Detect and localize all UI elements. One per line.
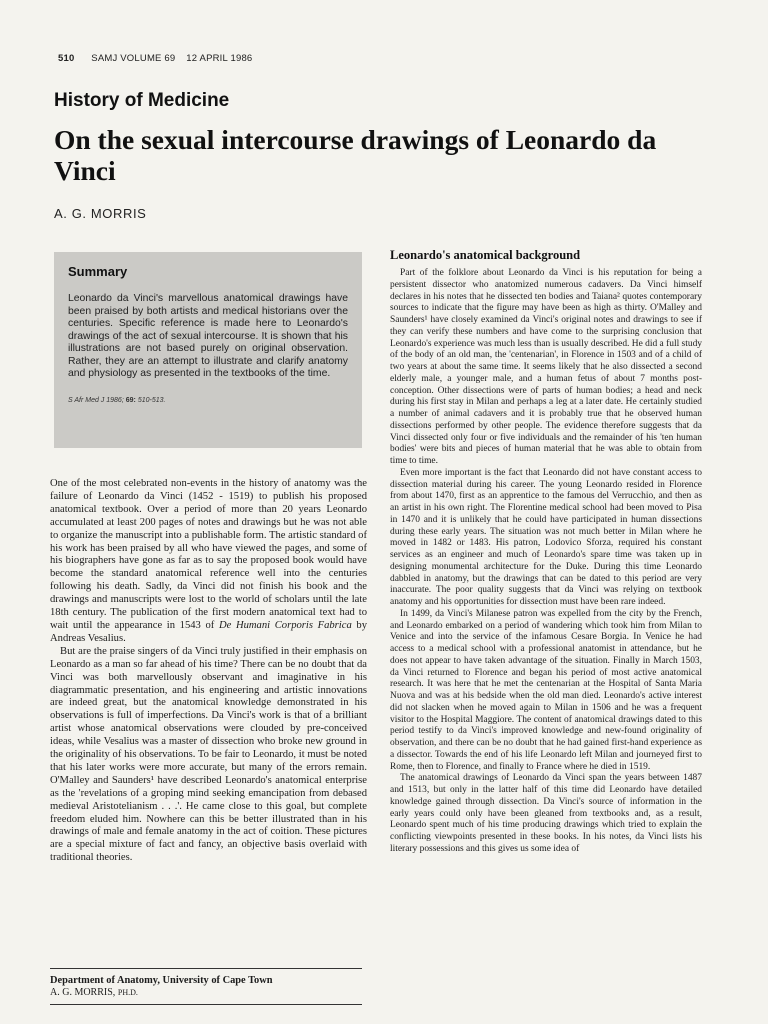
summary-heading: Summary: [68, 264, 128, 279]
intro-p1-end: by Andreas Vesalius.: [50, 619, 367, 644]
affiliation-department: Department of Anatomy, University of Cape Town: [50, 975, 273, 986]
background-paragraph-4: The anatomical drawings of Leonardo da Vinci span the years between 1487 and 1513, but only in the latter half of this time did Leonardo have detailed knowledge gained through dissection. Da Vinci's source of information in the early years could only have been gleaned from textbooks and, as a result, Leonardo spent much of his time producing drawings which tried to explain the conflicting viewpoints presented in these books. In his notes, da Vinci lists his literary possessions and this gives us some idea of: [390, 773, 702, 854]
author-byline: A. G. MORRIS: [54, 206, 147, 221]
issue-date: 12 APRIL 1986: [186, 53, 253, 64]
citation-journal: S Afr Med J 1986;: [68, 396, 124, 404]
background-paragraph-2: Even more important is the fact that Leonardo did not have constant access to dissection material during his career. The young Leonardo resided in Florence from about 1470, first as an apprentice to the famous del Verrucchio, and then as an artist in his own right. The Florentine medical school had been moved to Pisa in 1470 and it is unlikely that he could have participated in human dissections during these early years. The situation was not much better in Milan where he moved in 1482 or 1483. His patron, Lodovico Sforza, required his constant services as an engineer and much of Leonardo's spare time was taken up in designing monumental architecture for the Duke. During this time Leonardo dabbled in anatomy, but the drawings that can be dated to this period are very inaccurate. The poor quality suggests that da Vinci was relying on textbook anatomy and his opportunities for dissection must have been rare indeed.: [390, 467, 702, 607]
background-paragraph-1: Part of the folklore about Leonardo da Vinci is his reputation for being a persistent dissector who anatomized numerous cadavers. Da Vinci himself declares in his notes that he dissected ten bodies and Taiana² quotes contemporary sources to indicate that the figure may have been as high as thirty. O'Malley and Saunders¹ have closely examined da Vinci's original notes and drawings to see if they can verify these numbers and have come to the surprising conclusion that Leonardo's experience was much less than is usually described. He did a full study of the body of an old man, the 'centenarian', in Florence in 1503 and of a child of two years at about the same time. It seems likely that he also dissected a second elderly male, a younger male, and a human fetus of about 7 months post-conception. Other dissections were of parts of human bodies; a head and neck during his first stay in Milan and perhaps a leg at a later date. He certainly studied a number of animal cadavers and it is probably true that he observed human dissections performed by other people. The evidence therefore suggests that da Vinci dissected only four or five individuals and the remainder of his 'ten human bodies' were bits and pieces of human material that he was able to obtain from time to time.: [390, 268, 703, 466]
running-head: [58, 53, 252, 64]
affiliation-degree: PH.D.: [117, 988, 138, 997]
summary-body: Leonardo da Vinci's marvellous anatomical drawings have been praised by both artists and medical historians over the centuries. Specific reference is made here to Leonardo's drawings of the act of sexual intercourse. It is shown that his illustrations are not based purely on original observation. Rather, they are an attempt to illustrate and clarify anatomy and physiology as presented in the textbooks of the time.: [68, 293, 348, 379]
footer-rule: [50, 1004, 362, 1005]
intro-p1-book-title: De Humani Corporis Fabrica: [218, 619, 352, 631]
affiliation-name: A. G. MORRIS,: [50, 987, 116, 998]
citation-pages: 510-513.: [137, 396, 166, 404]
right-column: [390, 248, 703, 856]
left-column: [50, 478, 367, 865]
affiliation-footer: [50, 968, 362, 999]
subsection-heading: Leonardo's anatomical background: [390, 248, 581, 262]
article-title: On the sexual intercourse drawings of Leonardo da Vinci: [54, 124, 657, 186]
background-paragraph-3: In 1499, da Vinci's Milanese patron was expelled from the city by the French, and Leonardo embarked on a period of wandering which took him from Milan to Venice and into the service of the infamous Cesare Borgia. In Venice he had access to a medical school with a professional anatomist in attendance, but he does not appear to have taken advantage of the situation. Finally in March 1503, da Vinci returned to Florence and began his period of most active anatomical research. It was here that he met the centenarian at the Hospital of Santa Maria Nuova and was at his bedside when the old man died. Leonardo's active interest did not slacken when he moved again to Milan in 1506 and he was a frequent visitor to the Hospital Maggiore. The content of anatomical drawings dated to this period testify to da Vinci's improved knowledge and new-found originality of observation, and there can be no doubt that he had gained first-hand experience as a dissector. Towards the end of his life Leonardo left Milan and journeyed first to Rome, then to Florence, and finally to France where he died in 1519.: [390, 608, 702, 772]
journal-volume: SAMJ VOLUME 69: [91, 53, 176, 64]
section-label: History of Medicine: [54, 90, 230, 111]
intro-paragraph-2: But are the praise singers of da Vinci truly justified in their emphasis on Leonardo as a man so far ahead of his time? There can be no doubt that da Vinci was both marvellously observant and imaginative in his diagrammatic presentation, and his engineering and artistic innovations are indeed great, but the anatomical knowledge demonstrated in his observations is full of imperfections. Da Vinci's work is that of a brilliant artist whose anatomical observations were clouded by pre-conceived ideas, while Vesalius was a master of dissection who broke new ground in the originality of his observations. To be fair to Leonardo, it must be noted that his later works were more accurate, but many of the errors remain. O'Malley and Saunders¹ have described Leonardo's anatomical enterprise as the 'revelations of a groping mind seeking emancipation from debased medieval Aristotelianism . . .'. He came close to this goal, but complete freedom eluded him. Nowhere can this be better illustrated than in his drawings of male and female anatomy in the act of coition. These pictures are a special mixture of fact and fancy, an objective basis overlaid with traditional theories.: [50, 645, 367, 864]
summary-citation: [68, 395, 348, 408]
page-number: 510: [58, 53, 75, 64]
intro-p1-text: One of the most celebrated non-events in the history of anatomy was the failure of Leonardo da Vinci (1452 - 1519) to publish his proposed anatomical textbook. Over a period of more than 20 years Leonardo accumulated at least 200 pages of notes and drawings but he was not able to organize the manuscript into a publishable form. The artistic standard of his work has been praised by all who have viewed the pages, and some of his biographers have gone as far as to say the proposed book would have become the standard anatomical reference well into the centuries following his death. Sadly, da Vinci did not finish his book and the drawings and manuscripts were lost to the world of scholars until the late 18th century. The publication of the first modern anatomical text had to wait until the appearance in 1543 of: [50, 478, 367, 631]
summary-box: [54, 252, 362, 448]
citation-volume: 69:: [125, 396, 136, 404]
intro-paragraph-1: [50, 478, 367, 646]
